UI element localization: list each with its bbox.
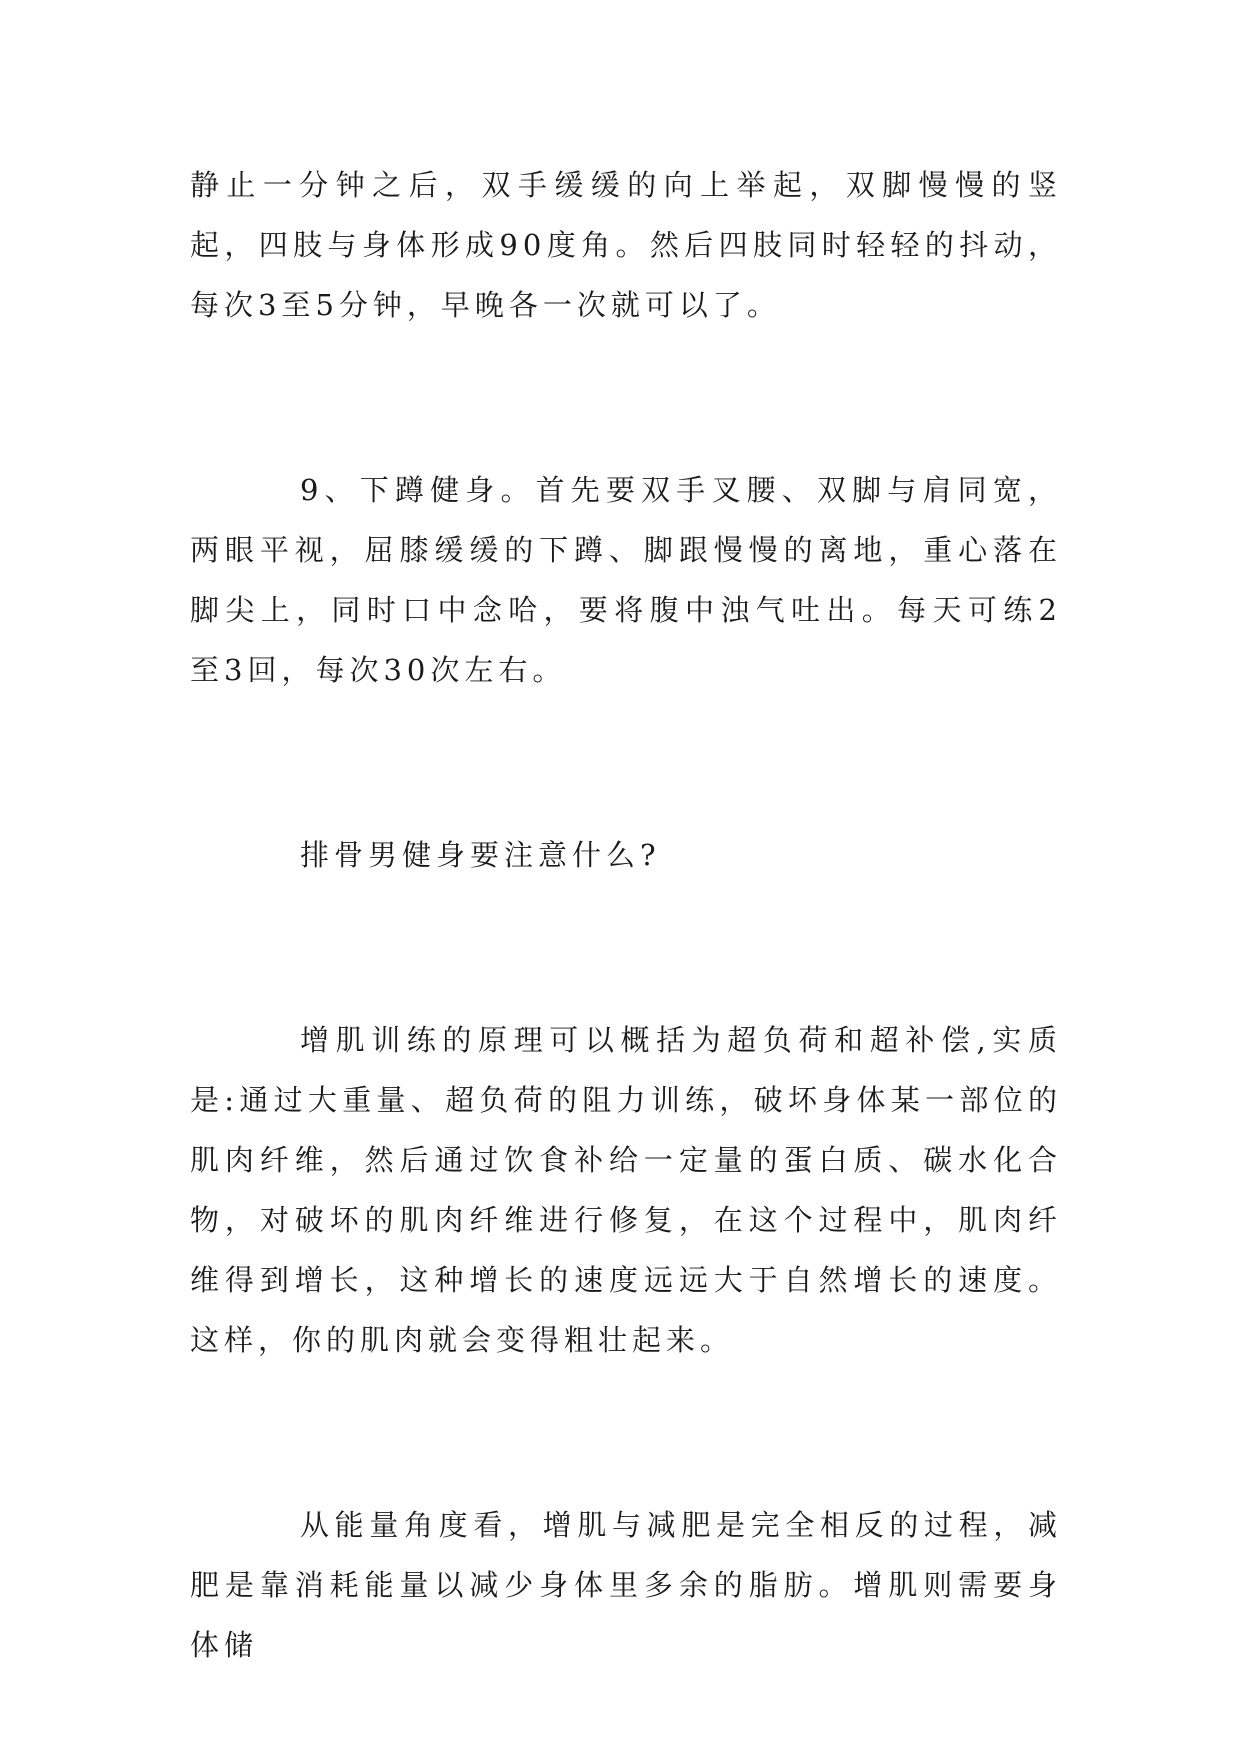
paragraph-squat-exercise: 9、下蹲健身。首先要双手叉腰、双脚与肩同宽，两眼平视，屈膝缓缓的下蹲、脚跟慢慢的离地，重心落在脚尖上，同时口中念哈，要将腹中浊气吐出。每天可练2至3回，每次30次左右。 (190, 473, 1062, 687)
paragraph-continuation: 静止一分钟之后，双手缓缓的向上举起，双脚慢慢的竖起，四肢与身体形成90度角。然后四肢同时轻轻的抖动，每次3至5分钟，早晚各一次就可以了。 (190, 168, 1062, 322)
section-heading: 排骨男健身要注意什么? (300, 838, 661, 872)
paragraph-energy-perspective: 从能量角度看，增肌与减肥是完全相反的过程，减肥是靠消耗能量以减少身体里多余的脂肪。增肌则需要身体储 (190, 1508, 1062, 1662)
paragraph-muscle-principle: 增肌训练的原理可以概括为超负荷和超补偿,实质是:通过大重量、超负荷的阻力训练，破坏身体某一部位的肌肉纤维，然后通过饮食补给一定量的蛋白质、碳水化合物，对破坏的肌肉纤维进行修复，在这个过程中，肌肉纤维得到增长，这种增长的速度远远大于自然增长的速度。这样，你的肌肉就会变得粗壮起来。 (190, 1023, 1062, 1357)
document-page (190, 155, 1062, 1675)
